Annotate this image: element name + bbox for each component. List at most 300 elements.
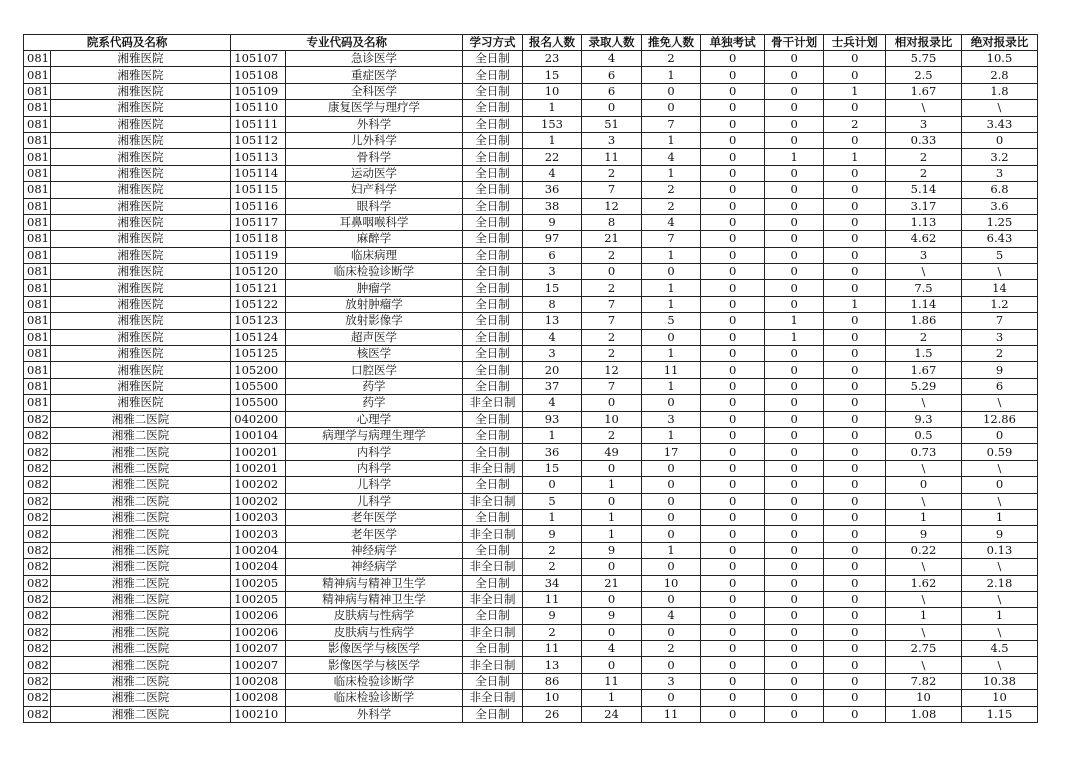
cell-dept-name: 湘雅医院 — [50, 296, 231, 312]
cell-independent: 0 — [701, 657, 765, 673]
table-row — [24, 624, 1038, 640]
cell-absolute-ratio: 6 — [961, 378, 1037, 394]
cell-independent: 0 — [701, 362, 765, 378]
cell-independent: 0 — [701, 575, 765, 591]
cell-soldier: 0 — [824, 313, 886, 329]
header-soldier: 士兵计划 — [824, 35, 886, 51]
cell-mode: 全日制 — [463, 214, 523, 230]
cell-relative-ratio: 2 — [886, 165, 962, 181]
cell-applicants: 4 — [522, 165, 582, 181]
cell-relative-ratio: 3.17 — [886, 198, 962, 214]
cell-absolute-ratio: 6.8 — [961, 182, 1037, 198]
cell-dept-code: 081 — [24, 329, 51, 345]
cell-applicants: 3 — [522, 346, 582, 362]
cell-backbone: 0 — [764, 624, 824, 640]
cell-soldier: 0 — [824, 362, 886, 378]
cell-absolute-ratio: 10.38 — [961, 673, 1037, 689]
cell-backbone: 0 — [764, 362, 824, 378]
cell-absolute-ratio: 0 — [961, 132, 1037, 148]
cell-dept-code: 082 — [24, 559, 51, 575]
cell-backbone: 0 — [764, 608, 824, 624]
cell-dept-code: 081 — [24, 182, 51, 198]
cell-absolute-ratio: 1.8 — [961, 83, 1037, 99]
cell-dept-name: 湘雅二医院 — [50, 706, 231, 722]
cell-independent: 0 — [701, 165, 765, 181]
cell-exempt: 2 — [641, 198, 701, 214]
cell-major-code: 100202 — [231, 493, 285, 509]
cell-dept-code: 081 — [24, 132, 51, 148]
cell-absolute-ratio: 1.15 — [961, 706, 1037, 722]
cell-soldier: 0 — [824, 67, 886, 83]
cell-major-name: 精神病与精神卫生学 — [285, 575, 463, 591]
cell-backbone: 0 — [764, 182, 824, 198]
cell-applicants: 34 — [522, 575, 582, 591]
cell-dept-code: 081 — [24, 116, 51, 132]
cell-major-name: 神经病学 — [285, 559, 463, 575]
header-relative-ratio: 相对报录比 — [886, 35, 962, 51]
cell-absolute-ratio: 12.86 — [961, 411, 1037, 427]
cell-admitted: 4 — [582, 51, 642, 67]
cell-independent: 0 — [701, 116, 765, 132]
cell-mode: 全日制 — [463, 83, 523, 99]
cell-soldier: 1 — [824, 149, 886, 165]
table-row — [24, 346, 1038, 362]
cell-exempt: 3 — [641, 411, 701, 427]
cell-dept-code: 082 — [24, 526, 51, 542]
table-row — [24, 116, 1038, 132]
cell-admitted: 8 — [582, 214, 642, 230]
cell-absolute-ratio: 0.59 — [961, 444, 1037, 460]
cell-applicants: 9 — [522, 526, 582, 542]
cell-independent: 0 — [701, 83, 765, 99]
cell-major-code: 105125 — [231, 346, 285, 362]
cell-applicants: 3 — [522, 264, 582, 280]
cell-soldier: 0 — [824, 575, 886, 591]
cell-dept-code: 081 — [24, 362, 51, 378]
cell-dept-name: 湘雅医院 — [50, 116, 231, 132]
cell-relative-ratio: 0.33 — [886, 132, 962, 148]
cell-applicants: 93 — [522, 411, 582, 427]
cell-independent: 0 — [701, 493, 765, 509]
table-row — [24, 362, 1038, 378]
cell-exempt: 1 — [641, 346, 701, 362]
table-row — [24, 460, 1038, 476]
cell-backbone: 0 — [764, 509, 824, 525]
table-row — [24, 100, 1038, 116]
cell-independent: 0 — [701, 67, 765, 83]
cell-exempt: 1 — [641, 67, 701, 83]
cell-exempt: 4 — [641, 608, 701, 624]
cell-soldier: 0 — [824, 509, 886, 525]
cell-admitted: 0 — [582, 657, 642, 673]
table-row — [24, 182, 1038, 198]
cell-major-name: 药学 — [285, 378, 463, 394]
cell-soldier: 0 — [824, 641, 886, 657]
cell-major-code: 105119 — [231, 247, 285, 263]
cell-admitted: 11 — [582, 149, 642, 165]
cell-applicants: 38 — [522, 198, 582, 214]
cell-exempt: 10 — [641, 575, 701, 591]
cell-major-code: 100205 — [231, 591, 285, 607]
cell-dept-name: 湘雅二医院 — [50, 690, 231, 706]
cell-major-name: 麻醉学 — [285, 231, 463, 247]
cell-applicants: 2 — [522, 624, 582, 640]
cell-soldier: 0 — [824, 411, 886, 427]
cell-exempt: 0 — [641, 624, 701, 640]
cell-exempt: 0 — [641, 509, 701, 525]
cell-applicants: 15 — [522, 67, 582, 83]
cell-relative-ratio: \ — [886, 493, 962, 509]
cell-dept-code: 082 — [24, 444, 51, 460]
cell-absolute-ratio: \ — [961, 493, 1037, 509]
cell-independent: 0 — [701, 329, 765, 345]
cell-mode: 全日制 — [463, 149, 523, 165]
cell-soldier: 0 — [824, 477, 886, 493]
cell-mode: 全日制 — [463, 198, 523, 214]
cell-admitted: 0 — [582, 624, 642, 640]
cell-major-code: 100204 — [231, 542, 285, 558]
cell-dept-code: 082 — [24, 542, 51, 558]
cell-mode: 全日制 — [463, 346, 523, 362]
cell-major-name: 精神病与精神卫生学 — [285, 591, 463, 607]
cell-backbone: 0 — [764, 83, 824, 99]
cell-dept-name: 湘雅医院 — [50, 214, 231, 230]
table-row — [24, 493, 1038, 509]
cell-independent: 0 — [701, 346, 765, 362]
cell-major-code: 100206 — [231, 624, 285, 640]
cell-mode: 全日制 — [463, 706, 523, 722]
cell-backbone: 0 — [764, 378, 824, 394]
cell-major-name: 全科医学 — [285, 83, 463, 99]
cell-major-name: 儿外科学 — [285, 132, 463, 148]
cell-relative-ratio: 1.14 — [886, 296, 962, 312]
header-exempt: 推免人数 — [641, 35, 701, 51]
cell-applicants: 36 — [522, 444, 582, 460]
cell-backbone: 0 — [764, 198, 824, 214]
table-row — [24, 559, 1038, 575]
table-row — [24, 329, 1038, 345]
cell-dept-code: 082 — [24, 427, 51, 443]
cell-independent: 0 — [701, 706, 765, 722]
cell-independent: 0 — [701, 411, 765, 427]
cell-soldier: 0 — [824, 460, 886, 476]
cell-major-code: 105117 — [231, 214, 285, 230]
cell-exempt: 0 — [641, 559, 701, 575]
cell-dept-code: 081 — [24, 214, 51, 230]
cell-backbone: 0 — [764, 395, 824, 411]
cell-major-name: 重症医学 — [285, 67, 463, 83]
admissions-table — [23, 34, 1038, 723]
cell-major-code: 105122 — [231, 296, 285, 312]
cell-absolute-ratio: 2.8 — [961, 67, 1037, 83]
cell-major-code: 100203 — [231, 526, 285, 542]
header-dept: 院系代码及名称 — [24, 35, 231, 51]
cell-independent: 0 — [701, 444, 765, 460]
cell-relative-ratio: 1.86 — [886, 313, 962, 329]
cell-admitted: 0 — [582, 591, 642, 607]
cell-dept-code: 081 — [24, 231, 51, 247]
cell-mode: 非全日制 — [463, 657, 523, 673]
cell-backbone: 0 — [764, 690, 824, 706]
cell-dept-name: 湘雅医院 — [50, 198, 231, 214]
cell-major-name: 老年医学 — [285, 509, 463, 525]
cell-soldier: 0 — [824, 542, 886, 558]
cell-absolute-ratio: 6.43 — [961, 231, 1037, 247]
cell-major-name: 儿科学 — [285, 477, 463, 493]
cell-mode: 非全日制 — [463, 493, 523, 509]
cell-mode: 非全日制 — [463, 559, 523, 575]
cell-backbone: 0 — [764, 411, 824, 427]
cell-mode: 全日制 — [463, 51, 523, 67]
table-row — [24, 51, 1038, 67]
cell-applicants: 11 — [522, 641, 582, 657]
cell-independent: 0 — [701, 526, 765, 542]
cell-admitted: 7 — [582, 378, 642, 394]
cell-relative-ratio: \ — [886, 559, 962, 575]
cell-independent: 0 — [701, 608, 765, 624]
cell-major-code: 100204 — [231, 559, 285, 575]
cell-relative-ratio: 3 — [886, 116, 962, 132]
cell-independent: 0 — [701, 296, 765, 312]
cell-major-name: 急诊医学 — [285, 51, 463, 67]
table-row — [24, 411, 1038, 427]
cell-relative-ratio: 1.08 — [886, 706, 962, 722]
cell-major-code: 100202 — [231, 477, 285, 493]
cell-major-code: 100208 — [231, 673, 285, 689]
cell-applicants: 22 — [522, 149, 582, 165]
cell-dept-name: 湘雅二医院 — [50, 493, 231, 509]
cell-backbone: 0 — [764, 591, 824, 607]
cell-soldier: 0 — [824, 690, 886, 706]
cell-major-name: 外科学 — [285, 706, 463, 722]
table-row — [24, 427, 1038, 443]
cell-dept-code: 082 — [24, 657, 51, 673]
cell-exempt: 0 — [641, 493, 701, 509]
cell-admitted: 2 — [582, 329, 642, 345]
cell-major-code: 105500 — [231, 378, 285, 394]
cell-mode: 全日制 — [463, 67, 523, 83]
cell-soldier: 1 — [824, 296, 886, 312]
cell-soldier: 0 — [824, 346, 886, 362]
cell-relative-ratio: \ — [886, 591, 962, 607]
cell-major-code: 105107 — [231, 51, 285, 67]
table-row — [24, 690, 1038, 706]
cell-dept-code: 082 — [24, 591, 51, 607]
cell-dept-code: 082 — [24, 673, 51, 689]
cell-relative-ratio: 0 — [886, 477, 962, 493]
cell-major-name: 耳鼻咽喉科学 — [285, 214, 463, 230]
cell-major-code: 105121 — [231, 280, 285, 296]
cell-backbone: 0 — [764, 214, 824, 230]
cell-mode: 全日制 — [463, 575, 523, 591]
cell-relative-ratio: 2 — [886, 149, 962, 165]
cell-soldier: 0 — [824, 100, 886, 116]
cell-dept-name: 湘雅二医院 — [50, 526, 231, 542]
cell-soldier: 0 — [824, 264, 886, 280]
cell-major-code: 105113 — [231, 149, 285, 165]
cell-soldier: 0 — [824, 444, 886, 460]
cell-independent: 0 — [701, 149, 765, 165]
cell-independent: 0 — [701, 247, 765, 263]
cell-applicants: 9 — [522, 608, 582, 624]
cell-relative-ratio: 0.22 — [886, 542, 962, 558]
cell-absolute-ratio: \ — [961, 591, 1037, 607]
cell-applicants: 1 — [522, 427, 582, 443]
cell-backbone: 0 — [764, 641, 824, 657]
cell-dept-code: 082 — [24, 641, 51, 657]
header-major: 专业代码及名称 — [231, 35, 463, 51]
cell-backbone: 0 — [764, 100, 824, 116]
table-row — [24, 526, 1038, 542]
cell-admitted: 7 — [582, 313, 642, 329]
cell-dept-name: 湘雅二医院 — [50, 673, 231, 689]
cell-relative-ratio: \ — [886, 264, 962, 280]
cell-major-code: 105124 — [231, 329, 285, 345]
cell-major-code: 100206 — [231, 608, 285, 624]
cell-backbone: 0 — [764, 231, 824, 247]
cell-mode: 非全日制 — [463, 460, 523, 476]
cell-exempt: 7 — [641, 116, 701, 132]
cell-independent: 0 — [701, 198, 765, 214]
cell-backbone: 0 — [764, 575, 824, 591]
cell-dept-name: 湘雅医院 — [50, 313, 231, 329]
table-row — [24, 149, 1038, 165]
cell-major-code: 105112 — [231, 132, 285, 148]
cell-dept-name: 湘雅医院 — [50, 280, 231, 296]
cell-major-code: 100104 — [231, 427, 285, 443]
cell-soldier: 1 — [824, 83, 886, 99]
cell-backbone: 0 — [764, 51, 824, 67]
cell-backbone: 0 — [764, 264, 824, 280]
cell-applicants: 0 — [522, 477, 582, 493]
cell-dept-name: 湘雅医院 — [50, 67, 231, 83]
cell-major-name: 内科学 — [285, 460, 463, 476]
cell-absolute-ratio: 4.5 — [961, 641, 1037, 657]
table-row — [24, 706, 1038, 722]
cell-absolute-ratio: \ — [961, 624, 1037, 640]
cell-absolute-ratio: 1.25 — [961, 214, 1037, 230]
cell-applicants: 20 — [522, 362, 582, 378]
cell-soldier: 0 — [824, 493, 886, 509]
header-backbone: 骨干计划 — [764, 35, 824, 51]
cell-dept-code: 082 — [24, 411, 51, 427]
cell-admitted: 6 — [582, 83, 642, 99]
cell-exempt: 1 — [641, 165, 701, 181]
cell-relative-ratio: 1 — [886, 509, 962, 525]
cell-major-code: 100208 — [231, 690, 285, 706]
cell-absolute-ratio: 3 — [961, 329, 1037, 345]
cell-dept-name: 湘雅二医院 — [50, 657, 231, 673]
cell-dept-code: 081 — [24, 247, 51, 263]
cell-relative-ratio: 10 — [886, 690, 962, 706]
cell-dept-name: 湘雅医院 — [50, 346, 231, 362]
cell-absolute-ratio: 2.18 — [961, 575, 1037, 591]
cell-major-name: 妇产科学 — [285, 182, 463, 198]
cell-relative-ratio: 9 — [886, 526, 962, 542]
cell-admitted: 21 — [582, 575, 642, 591]
cell-dept-code: 081 — [24, 346, 51, 362]
cell-admitted: 1 — [582, 477, 642, 493]
cell-admitted: 2 — [582, 427, 642, 443]
cell-applicants: 1 — [522, 509, 582, 525]
cell-major-code: 105114 — [231, 165, 285, 181]
cell-dept-code: 082 — [24, 509, 51, 525]
cell-dept-name: 湘雅医院 — [50, 149, 231, 165]
cell-admitted: 0 — [582, 264, 642, 280]
cell-exempt: 4 — [641, 149, 701, 165]
table-row — [24, 132, 1038, 148]
cell-major-code: 100203 — [231, 509, 285, 525]
table-row — [24, 673, 1038, 689]
cell-soldier: 0 — [824, 673, 886, 689]
cell-applicants: 15 — [522, 460, 582, 476]
cell-mode: 全日制 — [463, 411, 523, 427]
cell-absolute-ratio: 0 — [961, 477, 1037, 493]
cell-dept-name: 湘雅二医院 — [50, 444, 231, 460]
cell-backbone: 0 — [764, 460, 824, 476]
cell-backbone: 0 — [764, 427, 824, 443]
table-row — [24, 641, 1038, 657]
cell-independent: 0 — [701, 542, 765, 558]
header-absolute-ratio: 绝对报录比 — [961, 35, 1037, 51]
cell-absolute-ratio: 1 — [961, 509, 1037, 525]
cell-absolute-ratio: 1.2 — [961, 296, 1037, 312]
cell-dept-name: 湘雅医院 — [50, 51, 231, 67]
cell-major-name: 放射肿瘤学 — [285, 296, 463, 312]
cell-admitted: 1 — [582, 526, 642, 542]
table-row — [24, 378, 1038, 394]
cell-soldier: 0 — [824, 608, 886, 624]
cell-backbone: 0 — [764, 116, 824, 132]
cell-exempt: 5 — [641, 313, 701, 329]
table-row — [24, 542, 1038, 558]
cell-relative-ratio: 2.75 — [886, 641, 962, 657]
cell-major-name: 儿科学 — [285, 493, 463, 509]
cell-major-code: 100201 — [231, 460, 285, 476]
cell-exempt: 1 — [641, 296, 701, 312]
table-row — [24, 165, 1038, 181]
cell-exempt: 0 — [641, 460, 701, 476]
cell-mode: 全日制 — [463, 247, 523, 263]
cell-major-name: 临床检验诊断学 — [285, 690, 463, 706]
cell-admitted: 0 — [582, 395, 642, 411]
cell-major-name: 神经病学 — [285, 542, 463, 558]
cell-admitted: 6 — [582, 67, 642, 83]
cell-backbone: 0 — [764, 280, 824, 296]
cell-exempt: 11 — [641, 362, 701, 378]
cell-dept-code: 081 — [24, 280, 51, 296]
cell-major-name: 皮肤病与性病学 — [285, 608, 463, 624]
cell-applicants: 10 — [522, 83, 582, 99]
cell-major-name: 影像医学与核医学 — [285, 641, 463, 657]
cell-applicants: 1 — [522, 132, 582, 148]
cell-relative-ratio: 1.5 — [886, 346, 962, 362]
cell-soldier: 0 — [824, 559, 886, 575]
cell-soldier: 0 — [824, 329, 886, 345]
table-row — [24, 247, 1038, 263]
cell-applicants: 5 — [522, 493, 582, 509]
cell-exempt: 1 — [641, 542, 701, 558]
cell-backbone: 0 — [764, 67, 824, 83]
table-row — [24, 296, 1038, 312]
cell-independent: 0 — [701, 427, 765, 443]
cell-relative-ratio: 3 — [886, 247, 962, 263]
cell-exempt: 1 — [641, 378, 701, 394]
cell-relative-ratio: 5.29 — [886, 378, 962, 394]
cell-mode: 全日制 — [463, 673, 523, 689]
cell-major-code: 100207 — [231, 641, 285, 657]
cell-major-code: 100205 — [231, 575, 285, 591]
